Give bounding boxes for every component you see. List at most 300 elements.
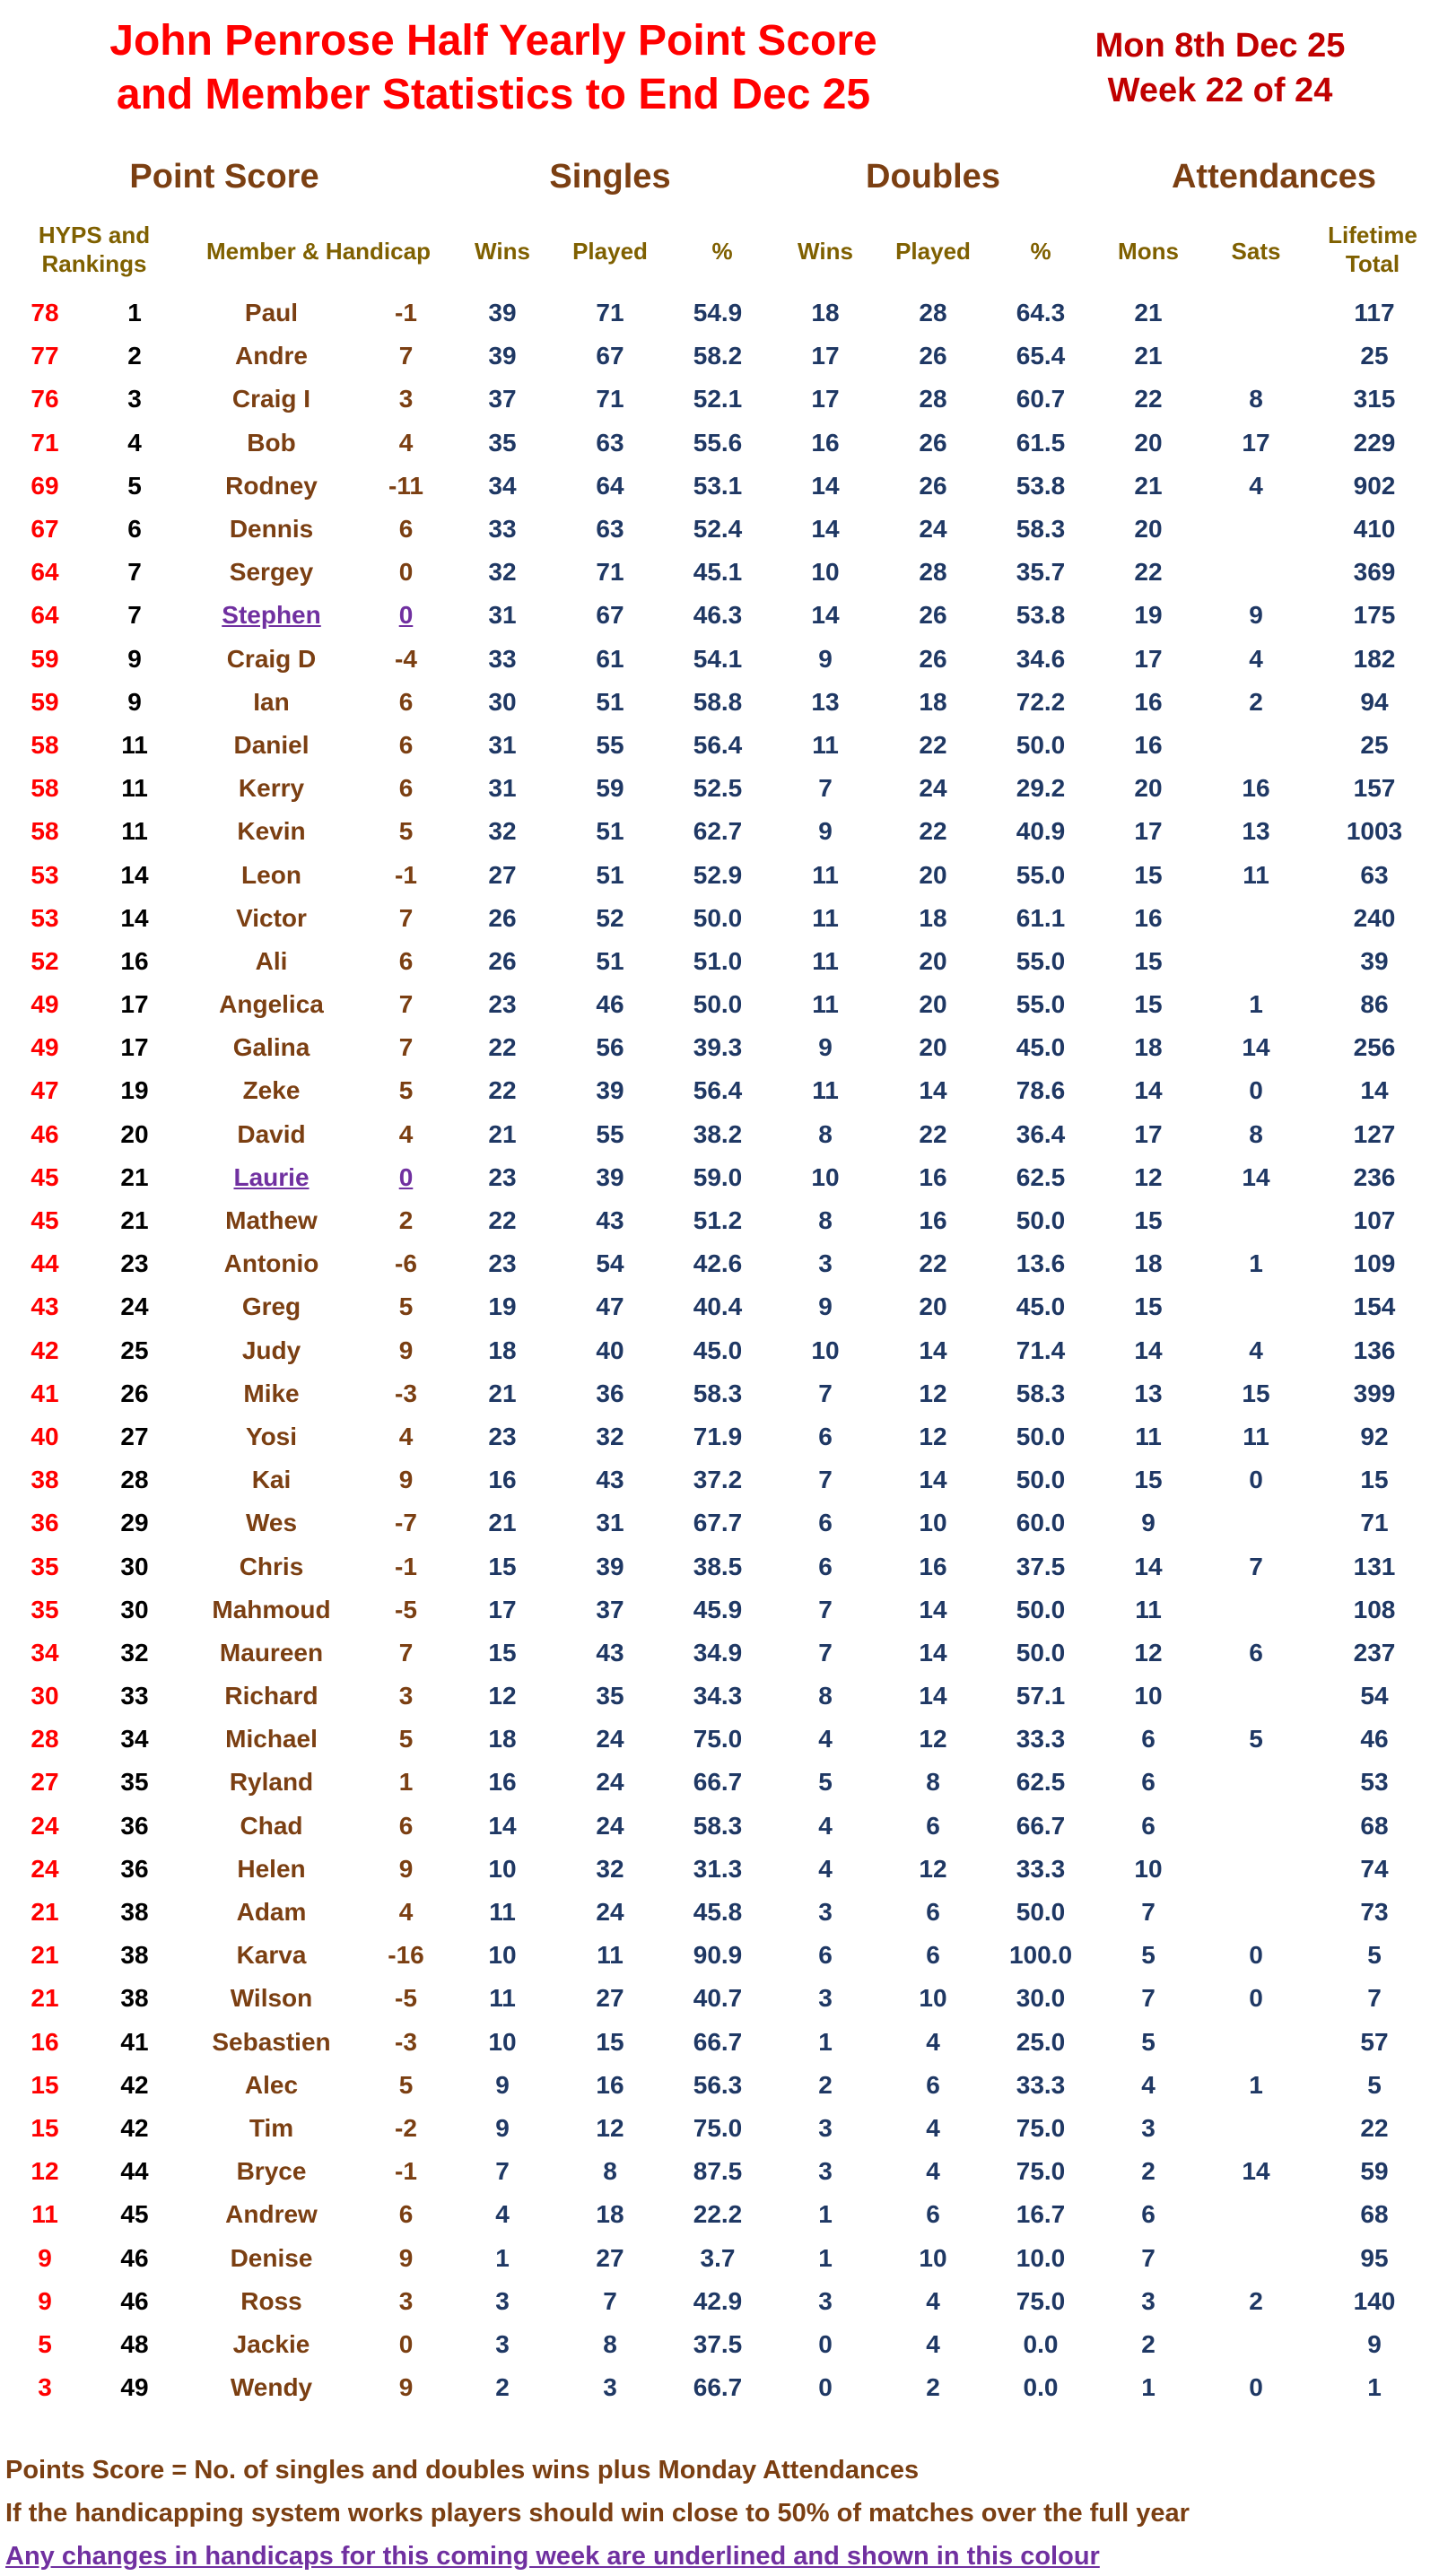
doubles-wins: 6 [818,1422,833,1450]
singles-pct: 58.3 [693,1379,743,1407]
ranking: 44 [120,2157,149,2186]
lifetime-total: 63 [1360,860,1389,889]
table-row [0,1372,1439,1415]
doubles-played: 12 [919,1422,947,1450]
singles-pct: 58.8 [693,687,743,716]
table-row [0,1675,1439,1718]
lifetime-total: 237 [1353,1638,1396,1667]
page-title [90,14,897,122]
hyps-score: 15 [31,2113,59,2142]
lifetime-total: 54 [1360,1682,1389,1710]
member-name: Helen [237,1854,306,1883]
mons: 16 [1134,903,1163,932]
hyps-score: 46 [31,1119,59,1148]
date-block [1032,23,1408,113]
singles-wins: 15 [488,1638,517,1667]
handicap: 9 [398,1854,414,1883]
singles-wins: 22 [488,1206,517,1235]
singles-wins: 14 [488,1811,517,1840]
mons: 6 [1141,1768,1156,1797]
ranking: 5 [127,471,142,500]
doubles-pct: 50.0 [1016,1422,1066,1450]
singles-played: 43 [596,1638,624,1667]
doubles-pct: 50.0 [1016,1638,1066,1667]
hyps-score: 53 [31,860,59,889]
sats: 2 [1249,2286,1263,2315]
table-row [0,1632,1439,1675]
singles-played: 27 [596,1984,624,2013]
member-name: Alec [244,2070,299,2099]
ranking: 16 [120,946,149,975]
singles-played: 71 [596,385,624,413]
singles-pct: 39.3 [693,1033,743,1062]
member-name: Greg [241,1292,301,1321]
doubles-played: 8 [926,1768,940,1797]
sats: 13 [1242,817,1270,846]
hyps-score: 44 [31,1249,59,1278]
table-row [0,292,1439,335]
singles-pct: 42.6 [693,1249,743,1278]
singles-wins: 21 [488,1379,517,1407]
sats: 15 [1242,1379,1270,1407]
singles-played: 55 [596,1119,624,1148]
singles-played: 24 [596,1768,624,1797]
singles-pct: 59.0 [693,1162,743,1191]
member-name: Craig I [231,385,311,413]
sats: 11 [1243,1422,1269,1450]
ranking: 41 [120,2027,149,2056]
singles-wins: 18 [488,1336,517,1364]
member-name: Wilson [230,1984,313,2013]
singles-pct: 58.3 [693,1811,743,1840]
sats [1202,2107,1310,2150]
singles-played: 24 [596,1811,624,1840]
table-row [0,2021,1439,2064]
singles-pct: 52.4 [693,515,743,544]
hyps-score: 27 [31,1768,59,1797]
table-row [0,335,1439,378]
doubles-wins: 0 [818,2373,833,2402]
sats: 0 [1249,2373,1263,2402]
hyps-score: 24 [31,1811,59,1840]
singles-pct: 50.0 [693,990,743,1019]
handicap: 6 [398,1811,414,1840]
singles-pct: 71.9 [693,1422,743,1450]
doubles-wins: 13 [811,687,840,716]
singles-played: 67 [596,601,624,630]
member-name: Maureen [219,1638,324,1667]
singles-pct: 37.5 [693,2329,743,2358]
doubles-pct: 0.0 [1023,2329,1059,2358]
doubles-played: 28 [919,558,947,587]
singles-played: 47 [596,1292,624,1321]
lifetime-total: 315 [1353,385,1396,413]
doubles-played: 10 [919,1984,947,2013]
doubles-wins: 1 [818,2243,833,2272]
doubles-wins: 10 [811,1336,840,1364]
section-singles: Singles [549,158,671,196]
singles-pct: 40.4 [693,1292,743,1321]
doubles-wins: 3 [818,2157,833,2186]
header-mons: Mons [1118,238,1179,265]
doubles-played: 24 [919,515,947,544]
hyps-score: 45 [31,1206,59,1235]
doubles-pct: 60.0 [1016,1509,1066,1537]
sats [1202,1891,1310,1934]
lifetime-total: 154 [1353,1292,1396,1321]
table-row [0,2064,1439,2107]
hyps-score: 21 [31,1984,59,2013]
sats [1202,1199,1310,1242]
ranking: 9 [127,687,142,716]
lifetime-total: 22 [1360,2113,1389,2142]
table-row [0,1199,1439,1242]
singles-pct: 40.7 [693,1984,743,2013]
table-row [0,1026,1439,1069]
handicap: 7 [398,903,414,932]
ranking: 29 [120,1509,149,1537]
doubles-wins: 11 [812,860,839,889]
header-hyps-line1: HYPS and [38,222,151,248]
singles-wins: 19 [488,1292,517,1321]
handicap: 7 [398,990,414,1019]
hyps-score: 15 [31,2070,59,2099]
doubles-pct: 75.0 [1016,2113,1066,2142]
handicap: 9 [398,2243,414,2272]
handicap: 1 [398,1768,414,1797]
handicap: 3 [398,385,414,413]
singles-played: 8 [603,2329,617,2358]
singles-pct: 66.7 [693,2373,743,2402]
hyps-score: 69 [31,471,59,500]
doubles-wins: 10 [811,558,840,587]
singles-wins: 2 [495,2373,510,2402]
doubles-wins: 11 [812,946,839,975]
singles-pct: 75.0 [693,1725,743,1754]
member-name: Victor [236,903,307,932]
singles-played: 39 [596,1552,624,1580]
doubles-pct: 75.0 [1016,2286,1066,2315]
hyps-score: 49 [31,990,59,1019]
ranking: 17 [120,1033,149,1062]
doubles-played: 26 [919,428,947,457]
mons: 5 [1141,1941,1156,1970]
mons: 7 [1141,1898,1156,1927]
handicap: -11 [388,471,423,500]
table-row [0,1805,1439,1848]
hyps-score: 58 [31,817,59,846]
handicap: 6 [398,730,414,759]
singles-wins: 4 [495,2200,510,2229]
doubles-wins: 8 [818,1119,833,1148]
handicap: 7 [398,1638,414,1667]
lifetime-total: 1003 [1346,817,1403,846]
doubles-played: 16 [919,1162,947,1191]
member-name: Mahmoud [212,1595,331,1623]
singles-played: 39 [596,1162,624,1191]
singles-wins: 23 [488,990,517,1019]
singles-pct: 62.7 [693,817,743,846]
table-row [0,681,1439,724]
handicap: -5 [395,1595,417,1623]
member-name: Bob [247,428,296,457]
singles-played: 24 [596,1898,624,1927]
table-row [0,1415,1439,1458]
doubles-wins: 9 [818,1292,833,1321]
mons: 3 [1141,2286,1156,2315]
table-row [0,2193,1439,2236]
singles-played: 63 [596,515,624,544]
table-row [0,422,1439,465]
doubles-played: 22 [919,1119,947,1148]
doubles-played: 28 [919,385,947,413]
sats [1202,940,1310,983]
handicap: 0 [398,2329,414,2358]
hyps-score: 78 [31,299,59,327]
mons: 15 [1134,1466,1163,1494]
handicap: 9 [398,2373,414,2402]
ranking: 30 [120,1552,149,1580]
section-attendances: Attendances [1171,158,1377,196]
hyps-score: 58 [31,730,59,759]
doubles-pct: 58.3 [1016,1379,1066,1407]
mons: 12 [1134,1638,1163,1667]
doubles-played: 10 [919,1509,947,1537]
singles-wins: 31 [488,730,517,759]
sats [1202,1761,1310,1804]
doubles-pct: 34.6 [1016,644,1066,673]
lifetime-total: 136 [1353,1336,1396,1364]
doubles-pct: 66.7 [1016,1811,1066,1840]
mons: 17 [1134,1119,1163,1148]
member-name: Wes [245,1509,298,1537]
member-name: Richard [224,1682,318,1710]
changed-handicap: 0 [398,1162,414,1191]
singles-wins: 23 [488,1249,517,1278]
singles-pct: 38.5 [693,1552,743,1580]
ranking: 4 [127,428,142,457]
mons: 1 [1141,2373,1156,2402]
singles-pct: 34.9 [693,1638,743,1667]
doubles-pct: 64.3 [1016,299,1066,327]
stats-table [0,292,1439,2409]
ranking: 20 [120,1119,149,1148]
sats: 7 [1249,1552,1263,1580]
lifetime-total: 71 [1360,1509,1389,1537]
singles-played: 16 [596,2070,624,2099]
singles-pct: 45.9 [693,1595,743,1623]
table-row [0,853,1439,896]
lifetime-total: 410 [1353,515,1396,544]
doubles-wins: 2 [818,2070,833,2099]
ranking: 6 [127,515,142,544]
mons: 12 [1134,1162,1163,1191]
doubles-pct: 50.0 [1016,1898,1066,1927]
header-sats: Sats [1231,238,1281,265]
singles-played: 8 [603,2157,617,2186]
lifetime-total: 399 [1353,1379,1396,1407]
date-line: Mon 8th Dec 25 [1095,27,1346,65]
sats [1202,1501,1310,1545]
doubles-played: 6 [926,1811,940,1840]
footer-note-points: Points Score = No. of singles and doubles wins plus Monday Attendances [5,2456,920,2485]
hyps-score: 71 [31,428,59,457]
hyps-score: 3 [38,2373,52,2402]
sats [1202,2021,1310,2064]
table-row [0,1113,1439,1156]
doubles-played: 26 [919,342,947,370]
singles-wins: 3 [495,2329,510,2358]
lifetime-total: 5 [1367,2070,1382,2099]
mons: 19 [1134,601,1163,630]
member-name: Craig D [226,644,317,673]
singles-pct: 51.0 [693,946,743,975]
doubles-pct: 61.1 [1016,903,1066,932]
singles-played: 32 [596,1854,624,1883]
doubles-pct: 45.0 [1016,1033,1066,1062]
mons: 2 [1141,2157,1156,2186]
lifetime-total: 369 [1353,558,1396,587]
singles-played: 54 [596,1249,624,1278]
member-name: Rodney [225,471,318,500]
singles-played: 27 [596,2243,624,2272]
singles-played: 64 [596,471,624,500]
hyps-score: 9 [38,2286,52,2315]
hyps-score: 35 [31,1595,59,1623]
doubles-wins: 14 [811,601,840,630]
doubles-played: 20 [919,860,947,889]
doubles-played: 6 [926,1898,940,1927]
sats [1202,2193,1310,2236]
table-row [0,378,1439,421]
singles-pct: 52.5 [693,774,743,803]
singles-wins: 33 [488,515,517,544]
mons: 16 [1134,687,1163,716]
doubles-wins: 7 [818,1466,833,1494]
singles-played: 40 [596,1336,624,1364]
hyps-score: 59 [31,644,59,673]
member-name: Tim [249,2113,294,2142]
lifetime-total: 157 [1353,774,1396,803]
mons: 22 [1134,385,1163,413]
singles-pct: 53.1 [693,471,743,500]
singles-pct: 22.2 [693,2200,743,2229]
table-row [0,1977,1439,2020]
lifetime-total: 15 [1360,1466,1389,1494]
singles-played: 51 [596,946,624,975]
singles-played: 39 [596,1076,624,1105]
hyps-score: 34 [31,1638,59,1667]
singles-played: 67 [596,342,624,370]
sats [1202,508,1310,551]
singles-pct: 58.2 [693,342,743,370]
singles-wins: 10 [488,2027,517,2056]
singles-pct: 87.5 [693,2157,743,2186]
doubles-wins: 18 [811,299,840,327]
ranking: 34 [120,1725,149,1754]
mons: 21 [1134,342,1163,370]
sats: 4 [1249,1336,1263,1364]
doubles-wins: 9 [818,1033,833,1062]
doubles-pct: 25.0 [1016,2027,1066,2056]
ranking: 38 [120,1941,149,1970]
doubles-pct: 35.7 [1016,558,1066,587]
doubles-played: 12 [919,1379,947,1407]
lifetime-total: 94 [1360,687,1389,716]
doubles-wins: 7 [818,1379,833,1407]
table-row [0,1588,1439,1632]
mons: 16 [1134,730,1163,759]
singles-wins: 33 [488,644,517,673]
singles-wins: 11 [489,1898,516,1927]
doubles-played: 20 [919,990,947,1019]
singles-wins: 26 [488,903,517,932]
doubles-played: 26 [919,644,947,673]
doubles-pct: 50.0 [1016,1466,1066,1494]
doubles-wins: 11 [812,730,839,759]
doubles-pct: 13.6 [1016,1249,1066,1278]
singles-played: 31 [596,1509,624,1537]
doubles-pct: 55.0 [1016,946,1066,975]
handicap: -3 [395,1379,417,1407]
singles-played: 24 [596,1725,624,1754]
singles-pct: 90.9 [693,1941,743,1970]
member-name: Denise [230,2243,313,2272]
table-row [0,465,1439,508]
singles-played: 7 [603,2286,617,2315]
mons: 14 [1134,1076,1163,1105]
doubles-wins: 10 [811,1162,840,1191]
member-name: Sebastien [212,2027,331,2056]
singles-wins: 23 [488,1162,517,1191]
lifetime-total: 5 [1367,1941,1382,1970]
singles-wins: 11 [489,1984,516,2013]
handicap [363,594,449,637]
singles-wins: 31 [488,601,517,630]
member-name: Paul [244,299,299,327]
singles-played: 63 [596,428,624,457]
doubles-pct: 62.5 [1016,1162,1066,1191]
stats-table-body [0,292,1439,2409]
mons: 7 [1141,1984,1156,2013]
sats: 14 [1242,2157,1270,2186]
singles-pct: 38.2 [693,1119,743,1148]
doubles-played: 14 [919,1682,947,1710]
table-row [0,767,1439,810]
singles-wins: 16 [488,1466,517,1494]
singles-wins: 30 [488,687,517,716]
member-name: Michael [225,1725,318,1754]
singles-pct: 45.1 [693,558,743,587]
doubles-pct: 72.2 [1016,687,1066,716]
doubles-played: 10 [919,2243,947,2272]
hyps-score: 52 [31,946,59,975]
lifetime-total: 9 [1367,2329,1382,2358]
handicap: -5 [395,1984,417,2013]
singles-wins: 16 [488,1768,517,1797]
lifetime-total: 68 [1360,1811,1389,1840]
doubles-wins: 3 [818,2286,833,2315]
member-name: Mike [243,1379,300,1407]
member-name: Karva [236,1941,307,1970]
doubles-wins: 14 [811,515,840,544]
singles-wins: 21 [488,1509,517,1537]
lifetime-total: 57 [1360,2027,1389,2056]
ranking: 30 [120,1595,149,1623]
doubles-wins: 6 [818,1941,833,1970]
ranking: 24 [120,1292,149,1321]
doubles-pct: 40.9 [1016,817,1066,846]
